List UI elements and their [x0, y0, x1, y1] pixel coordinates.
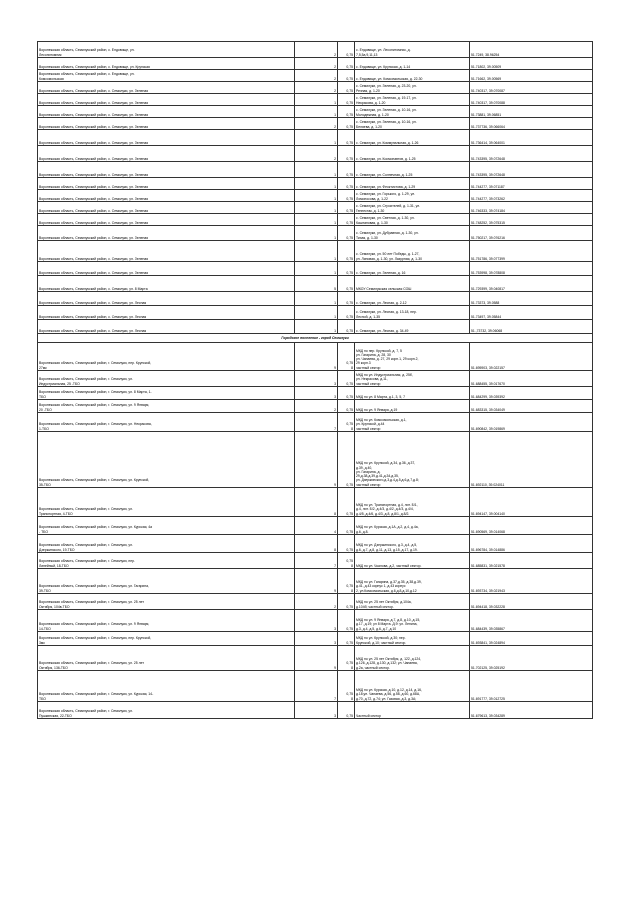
address-cell: Воронежская область, Семилукский район, г. Семилуки, ул. Пушкинская, 22-ТБО — [38, 702, 295, 719]
container-count-cell: 7 — [295, 413, 338, 432]
container-volume-cell: 0,75 — [338, 202, 355, 214]
table-row — [38, 262, 593, 276]
coordinates-cell: 51.740317, 39.070087 — [470, 82, 593, 94]
address-cell: Воронежская область, Семилукский район, г. Семилуки, ул. Гагарина, 39-ТБО — [38, 569, 295, 594]
address-cell: Воронежская область, Семилукский район, г. Семилуки, ул. Некрасова, 1-ТБО — [38, 413, 295, 432]
container-volume-cell: 0,75 — [338, 94, 355, 106]
address-cell: Воронежская область, Семилукский район, с. Семилуки, ул. Лесная — [38, 292, 295, 306]
served-objects-cell: с. Семилуки, ул. 50 лет Победы, д. 1-27, ул. Липовая, д. 1-30, ул. Лазурная, д. 1-30 — [355, 241, 470, 262]
container-count-cell: 3 — [295, 371, 338, 387]
section-title: Городское поселение - город Семилуки — [38, 334, 593, 343]
served-objects-cell: МКД по ул. 8 Марта, д.1, 3, 5, 7 — [355, 387, 470, 400]
container-volume-cell: 0,75 — [338, 178, 355, 190]
container-volume-cell: 0,75 — [338, 387, 355, 400]
served-objects-cell: с. Семилуки, ул. Светлая, д. 1-30, ул. Каштановая, д. 1-30 — [355, 214, 470, 226]
coordinates-cell: 51.73373, 39.0588 — [470, 292, 593, 306]
served-objects-cell: Частный сектор — [355, 702, 470, 719]
served-objects-cell: с. Семилуки, ул. Зеленая, д. 23-20, ул. Речная, д. 1-20 — [355, 82, 470, 94]
table-row — [38, 130, 593, 146]
container-volume-cell: 0,75 — [338, 371, 355, 387]
address-cell: Воронежская область, Семилукский район, с. Ендовище, ул. Лесопитомник — [38, 42, 295, 58]
served-objects-cell: с. Семилуки, ул. Коммунальная, д. 1-26 — [355, 130, 470, 146]
container-count-cell: 2 — [295, 82, 338, 94]
served-objects-cell: с. Семилуки, ул. Строителей, д. 1-31, ул. Геннестак, д. 1-30 — [355, 202, 470, 214]
coordinates-cell: 51.744277, 39.073262 — [470, 190, 593, 202]
address-cell: Воронежская область, Семилукский район, г. Семилуки, пер. Крупской, 27мк — [38, 343, 295, 371]
address-cell: Воронежская область, Семилукский район, с. Ендовище, ул. Комсомольская — [38, 70, 295, 82]
container-count-cell: 1 — [295, 241, 338, 262]
coordinates-cell: 51.748252, 39.075315 — [470, 214, 593, 226]
container-count-cell: 2 — [295, 58, 338, 70]
container-count-cell: 9 — [295, 646, 338, 671]
container-volume-cell: 0,75 — [338, 320, 355, 334]
container-count-cell: 1 — [295, 262, 338, 276]
coordinates-cell: 51.71662, 39.00569 — [470, 70, 593, 82]
table-row — [38, 276, 593, 292]
coordinates-cell: 51.693734, 39.021943 — [470, 569, 593, 594]
container-volume-cell: 0,75 — [338, 306, 355, 320]
container-count-cell: 3 — [295, 610, 338, 632]
container-volume-cell: 0,75 8 — [338, 671, 355, 702]
coordinates-cell: 51.694418, 39.032228 — [470, 594, 593, 610]
coordinates-cell: 51.685831, 39.021578 — [470, 553, 593, 569]
served-objects-cell: МКД по ул. Транспортная, д.4, лит. Б/1, д.4, лит. Б/2, д.4/3, д.4/2, д.4/3, д.4/4, д.4/5, д.4/6, д.4/3, д.8, д.8/1, д.8/2. — [355, 488, 470, 517]
served-objects-cell: МКД по ул. Чкалова, д.2, частный сектор. — [355, 553, 470, 569]
address-cell: Воронежская область, Семилукский район, с. Семилуки, ул. Зеленая — [38, 226, 295, 241]
served-objects-cell: с. Семилуки, ул. Лесная, д. 13-18, пер. Лесной, д. 1-35 — [355, 306, 470, 320]
served-objects-cell: с. Семилуки, ул. Зеленая, д. 10-16, ул. Беляева, д. 1-20 — [355, 118, 470, 130]
served-objects-cell: МКД по ул. Индустриальная, д. 25б, ул. Некрасова, д.11, частный сектор — [355, 371, 470, 387]
table-row — [38, 343, 593, 371]
address-cell: Воронежская область, Семилукский район, с. Семилуки, ул. 8 Марта — [38, 276, 295, 292]
coordinates-cell: 51.694147, 39.004140 — [470, 488, 593, 517]
container-count-cell: 4 — [295, 517, 338, 535]
container-count-cell: 2 — [295, 146, 338, 162]
address-cell: Воронежская область, Семилукский район, г. Семилуки, ул. 8 Марта, 1- ТБО — [38, 387, 295, 400]
table-row — [38, 432, 593, 488]
table-row — [38, 517, 593, 535]
container-volume-cell: 0,75 — [338, 594, 355, 610]
table-row — [38, 202, 593, 214]
address-cell: Воронежская область, Семилукский район, с. Семилуки, ул. Зеленая — [38, 178, 295, 190]
coordinates-cell: 51.743395, 39.072648 — [470, 146, 593, 162]
coordinates-cell: 51.751786, 39.077399 — [470, 241, 593, 262]
container-count-cell: 8 — [295, 488, 338, 517]
container-count-cell: 2 — [295, 118, 338, 130]
served-objects-cell: МКД по ул. 9 Января, д.19 — [355, 400, 470, 413]
container-count-cell: 1 — [295, 94, 338, 106]
coordinates-cell: 51.743395, 39.072648 — [470, 162, 593, 178]
address-cell: Воронежская область, Семилукский район, г. Семилуки, ул. 9 Января, 20 -ТБО — [38, 400, 295, 413]
address-cell: Воронежская область, Семилукский район, г. Семилуки, пер. Линейный, 18-ТБО — [38, 553, 295, 569]
container-count-cell: 1 — [295, 178, 338, 190]
table-row — [38, 42, 593, 58]
container-volume-cell: 0,75 — [338, 130, 355, 146]
table-row — [38, 292, 593, 306]
container-count-cell: 5 — [295, 276, 338, 292]
coordinates-cell: 51.691777, 39.012725 — [470, 671, 593, 702]
table-row — [38, 535, 593, 553]
table-row — [38, 162, 593, 178]
address-cell: Воронежская область, Семилукский район, с. Семилуки, ул. Лесная — [38, 306, 295, 320]
coordinates-cell: 51.695903, 39.022157 — [470, 343, 593, 371]
address-cell: Воронежская область, Семилукский район, с. Семилуки, ул. Зеленая — [38, 106, 295, 118]
table-row — [38, 371, 593, 387]
served-objects-cell: с. Семилуки, ул. Дубравная, д. 1-30, ул. Тихая, д. 1-30 — [355, 226, 470, 241]
served-objects-cell: МКД по ул. Курская, д.1А, д.2, д.4, д.4а, д.6, д.8. — [355, 517, 470, 535]
container-volume-cell: 0,75 — [338, 292, 355, 306]
container-volume-cell: 0,75 8 — [338, 343, 355, 371]
table-row — [38, 58, 593, 70]
table-row — [38, 306, 593, 320]
coordinates-cell: 51.679613, 39.034289 — [470, 702, 593, 719]
table-row — [38, 226, 593, 241]
container-count-cell: 2 — [295, 42, 338, 58]
coordinates-cell: 51.696784, 39.014886 — [470, 535, 593, 553]
container-volume-cell: 0,75 — [338, 226, 355, 241]
container-volume-cell: 0,75 — [338, 400, 355, 413]
container-volume-cell: 0,75 — [338, 146, 355, 162]
served-objects-cell: с. Семилуки, ул. Зеленая, д. 10-16, ул. Молодежная, д. 1-20 — [355, 106, 470, 118]
coordinates-cell: 51.690842, 39.019869 — [470, 413, 593, 432]
container-volume-cell: 0,75 — [338, 632, 355, 646]
address-cell: Воронежская область, Семилукский район, г. Семилуки, пер. Крупской, 3мк — [38, 632, 295, 646]
container-volume-cell: 0,75 — [338, 517, 355, 535]
container-volume-cell: 0,75 — [338, 190, 355, 202]
served-objects-cell: МКД по ул. Крупской, д.34, д.36, д.37, д.39, д.40, ул. Гагарина, д. 29,д.38,д.39,д.41,д.34,д.35, ул. Дзержинского,д.3,д.4,д.5,д.6,д.7,д.8; частный сектор — [355, 432, 470, 488]
address-cell: Воронежская область, Семилукский район, г. Семилуки, ул. 9 Января, 14-ТБО — [38, 610, 295, 632]
served-objects-cell: МКД по ул. 9 Января, д.7, д.8, д.10, д.15, д.17, д.19; ул 8 Марта. Д.9: ул. Ленина, д.3, д.4, д.5, д.6, д.7, д.10 — [355, 610, 470, 632]
container-count-cell: 1 — [295, 292, 338, 306]
container-volume-cell: 0,75 — [338, 162, 355, 178]
served-objects-cell: с. Ендовище, ул. Комсомольская, д. 22-30 — [355, 70, 470, 82]
coordinates-cell: 51.7249, 38.96254 — [470, 42, 593, 58]
address-cell: Воронежская область, Семилукский район, с. Семилуки, ул. Зеленая — [38, 202, 295, 214]
table-row — [38, 106, 593, 118]
container-volume-cell: 0,75 — [338, 535, 355, 553]
address-cell: Воронежская область, Семилукский район, с. Семилуки, ул. Зеленая — [38, 82, 295, 94]
table-row — [38, 118, 593, 130]
table-row — [38, 82, 593, 94]
address-cell: Воронежская область, Семилукский район, с. Семилуки, ул. Зеленая — [38, 118, 295, 130]
container-count-cell: 1 — [295, 190, 338, 202]
served-objects-cell: МКД по ул. Дзержинского, д.3, д.4, д.5, д.6, д.7, д.8, д.11, д.13, д.15, д.17, д.19. — [355, 535, 470, 553]
container-count-cell: 1 — [295, 130, 338, 146]
container-volume-cell: 0,75 8 — [338, 413, 355, 432]
address-cell: Воронежская область, Семилукский район, с. Семилуки, ул. Зеленая — [38, 146, 295, 162]
container-count-cell: 1 — [295, 306, 338, 320]
table-row — [38, 569, 593, 594]
container-count-cell: 1 — [295, 320, 338, 334]
coordinates-cell: 51.,73732, 39.06068 — [470, 320, 593, 334]
container-count-cell: 1 — [295, 226, 338, 241]
address-cell: Воронежская область, Семилукский район, г. Семилуки, ул. Транспортная, 4-ТБО — [38, 488, 295, 517]
coordinates-cell: 51.73881, 39.06851 — [470, 106, 593, 118]
coordinates-cell: 51.684439, 39.035867 — [470, 610, 593, 632]
container-volume-cell: 0,75 — [338, 42, 355, 58]
coordinates-cell: 51.740317, 39.070088 — [470, 94, 593, 106]
address-cell: Воронежская область, Семилукский район, с. Семилуки, ул. Зеленая — [38, 94, 295, 106]
table-row — [38, 214, 593, 226]
table-row — [38, 632, 593, 646]
served-objects-cell: МКД по ул. Крупской, д.30; пер. Крупской, д.10; частный сектор. — [355, 632, 470, 646]
table-row — [38, 553, 593, 569]
table-row — [38, 320, 593, 334]
container-count-cell: 2 — [295, 400, 338, 413]
container-count-cell: 3 — [295, 702, 338, 719]
container-volume-cell: 0,75 — [338, 702, 355, 719]
container-volume-cell: 0,75 — [338, 488, 355, 517]
served-objects-cell: с. Семилуки, ул. Зеленая, д. 16 — [355, 262, 470, 276]
waste-site-register-table — [37, 41, 593, 719]
coordinates-cell: 51.744277, 39.071187 — [470, 178, 593, 190]
coordinates-cell: 51.750217, 39.076216 — [470, 226, 593, 241]
table-row — [38, 178, 593, 190]
table-row — [38, 646, 593, 671]
address-cell: Воронежская область, Семилукский район, с. Семилуки, ул. Зеленая — [38, 190, 295, 202]
container-volume-cell: 0,75 — [338, 70, 355, 82]
coordinates-cell: 51.729399, 39.040817 — [470, 276, 593, 292]
container-volume-cell: 0,75 8 — [338, 569, 355, 594]
table-row — [38, 400, 593, 413]
table-row — [38, 610, 593, 632]
container-count-cell: 2 — [295, 70, 338, 82]
served-objects-cell: с. Семилуки, ул. Лесная, д. 34-49 — [355, 320, 470, 334]
served-objects-cell: с. Ендовище, ул. Крупская, д. 1-14 — [355, 58, 470, 70]
table-row — [38, 146, 593, 162]
container-volume-cell: 0,75 — [338, 82, 355, 94]
served-objects-cell: МКД по ул. Курская, д.10, д.12, д.14, д.16, д.18;ул. Чапаева, д.56, д.58, д.60, д.68А, д.70, д.72, д.74; ул. Газовая, д.3, д.3А; — [355, 671, 470, 702]
table-row — [38, 387, 593, 400]
table-row — [38, 190, 593, 202]
coordinates-cell: 51.746333, 39.074184 — [470, 202, 593, 214]
address-cell: Воронежская область, Семилукский район, с. Ендовище, ул. Крупская — [38, 58, 295, 70]
address-cell: Воронежская область, Семилукский район, г. Семилуки, ул. 25 лет Октября, 136-ТБО — [38, 646, 295, 671]
container-count-cell: 9 — [295, 432, 338, 488]
coordinates-cell: 51.71802, 39.00509 — [470, 58, 593, 70]
coordinates-cell: 51.737736, 39.066064 — [470, 118, 593, 130]
container-count-cell: 1 — [295, 106, 338, 118]
address-cell: Воронежская область, Семилукский район, с. Семилуки, ул. Зеленая — [38, 214, 295, 226]
container-volume-cell: 0,75 — [338, 432, 355, 488]
container-count-cell: 3 — [295, 632, 338, 646]
coordinates-cell: 51.736414, 39.064001 — [470, 130, 593, 146]
address-cell: Воронежская область, Семилукский район, г. Семилуки, ул. Курская, 4а - ТБО — [38, 517, 295, 535]
container-volume-cell: 0,75 — [338, 118, 355, 130]
container-volume-cell: 0,75 — [338, 262, 355, 276]
container-volume-cell: 0,75 — [338, 58, 355, 70]
container-count-cell: 7 — [295, 671, 338, 702]
address-cell: Воронежская область, Семилукский район, с. Семилуки, ул. Зеленая — [38, 130, 295, 146]
table-row — [38, 702, 593, 719]
container-volume-cell: 0,75 — [338, 106, 355, 118]
container-volume-cell: 0,75 8 — [338, 553, 355, 569]
served-objects-cell: с. Семилуки, ул. Зеленая, д. 19-17, ул. Некрасова, д. 1-20 — [355, 94, 470, 106]
container-count-cell: 9 — [295, 343, 338, 371]
coordinates-cell: 51.690569, 39.014068 — [470, 517, 593, 535]
container-volume-cell: 0,75 — [338, 276, 355, 292]
coordinates-cell: 51.73497, 39.05844 — [470, 306, 593, 320]
address-cell: Воронежская область, Семилукский район, г. Семилуки, ул. Индустриальная, 25 -ТБО — [38, 371, 295, 387]
address-cell: Воронежская область, Семилукский район, г. Семилуки, ул. Дзержинского, 19-ТБО — [38, 535, 295, 553]
section-header-row — [38, 334, 593, 343]
container-count-cell: 7 — [295, 553, 338, 569]
served-objects-cell: МКД по пер. Крупской, д. 7, 5 ул. Гагарина, д. 28, 30 ул. Чапаева, д. 27, 29 корп.1, 29 корп.2, 29 корп.3 частный сектор — [355, 343, 470, 371]
coordinates-cell: 51.683315, 39.034049 — [470, 400, 593, 413]
address-cell: Воронежская область, Семилукский район, г. Семилуки, ул. Крупской, 35-ТБО — [38, 432, 295, 488]
container-count-cell: 3 — [295, 387, 338, 400]
container-volume-cell: 0,75 — [338, 241, 355, 262]
table-row — [38, 70, 593, 82]
container-volume-cell: 0,75 — [338, 610, 355, 632]
served-objects-cell: МКД по ул. Гагарина, д.37,д.35, д.38,д.39, д.41, д.43 корпус 1, д.43 корпус 2, ул.Комсомольская, д.6,д.8,д.10,д.12 — [355, 569, 470, 594]
address-cell: Воронежская область, Семилукский район, с. Семилуки, ул. Зеленая — [38, 262, 295, 276]
coordinates-cell: 51.684299, 39.039392 — [470, 387, 593, 400]
container-count-cell: 1 — [295, 214, 338, 226]
container-volume-cell: 0,75 8 — [338, 646, 355, 671]
served-objects-cell: МКД по ул. 25 лет Октября, д.104а, д.104б; частный сектор. — [355, 594, 470, 610]
table-row — [38, 488, 593, 517]
coordinates-cell: 51.693841, 39.024894 — [470, 632, 593, 646]
served-objects-cell: с. Ендовище, ул. Лесопитомник, д. 7,5,5а,9,11,13 — [355, 42, 470, 58]
container-count-cell: 1 — [295, 162, 338, 178]
served-objects-cell: МКД по ул. Комсомольская, д.1, ул. Крупской, д.44 частный сектор — [355, 413, 470, 432]
coordinates-cell: 51.702125, 39.025192 — [470, 646, 593, 671]
served-objects-cell: с. Семилуки, ул. Солнечная, д. 1-25 — [355, 162, 470, 178]
address-cell: Воронежская область, Семилукский район, г. Семилуки, ул. 25 лет Октября, 104в-ТБО — [38, 594, 295, 610]
table-row — [38, 94, 593, 106]
address-cell: Воронежская область, Семилукский район, с. Семилуки, ул. Зеленая — [38, 162, 295, 178]
container-count-cell: 8 — [295, 535, 338, 553]
table-row — [38, 671, 593, 702]
served-objects-cell: с. Семилуки, ул. Феоктистова, д. 1-29 — [355, 178, 470, 190]
table-row — [38, 413, 593, 432]
container-count-cell: 9 — [295, 569, 338, 594]
served-objects-cell: с. Семилуки, ул. Космонавтов, д. 1-25 — [355, 146, 470, 162]
served-objects-cell: с. Семилуки, ул. Горького, д. 1-29, ул. Ломоносова, д. 1-22 — [355, 190, 470, 202]
served-objects-cell: с. Семилуки, ул. Лесная, д. 2-12 — [355, 292, 470, 306]
container-volume-cell: 0,75 — [338, 214, 355, 226]
address-cell: Воронежская область, Семилукский район, с. Семилуки, ул. Лесная — [38, 320, 295, 334]
served-objects-cell: МКД по ул. 25 лет Октября, д. 122, д.124, д.126, д.128, д.130, д.132; ул. Чапаева, д.2а, частный сектор. — [355, 646, 470, 671]
address-cell: Воронежская область, Семилукский район, с. Семилуки, ул. Зеленая — [38, 241, 295, 262]
coordinates-cell: 51.688455, 39.017670 — [470, 371, 593, 387]
address-cell: Воронежская область, Семилукский район, г. Семилуки, ул. Курская, 14- ТБО — [38, 671, 295, 702]
served-objects-cell: МКОУ Семилукская сельская СОШ — [355, 276, 470, 292]
container-count-cell: 1 — [295, 202, 338, 214]
table-row — [38, 594, 593, 610]
container-count-cell: 2 — [295, 594, 338, 610]
table-row — [38, 241, 593, 262]
coordinates-cell: 51.692110, 39.024011 — [470, 432, 593, 488]
coordinates-cell: 51.753998, 39.078808 — [470, 262, 593, 276]
